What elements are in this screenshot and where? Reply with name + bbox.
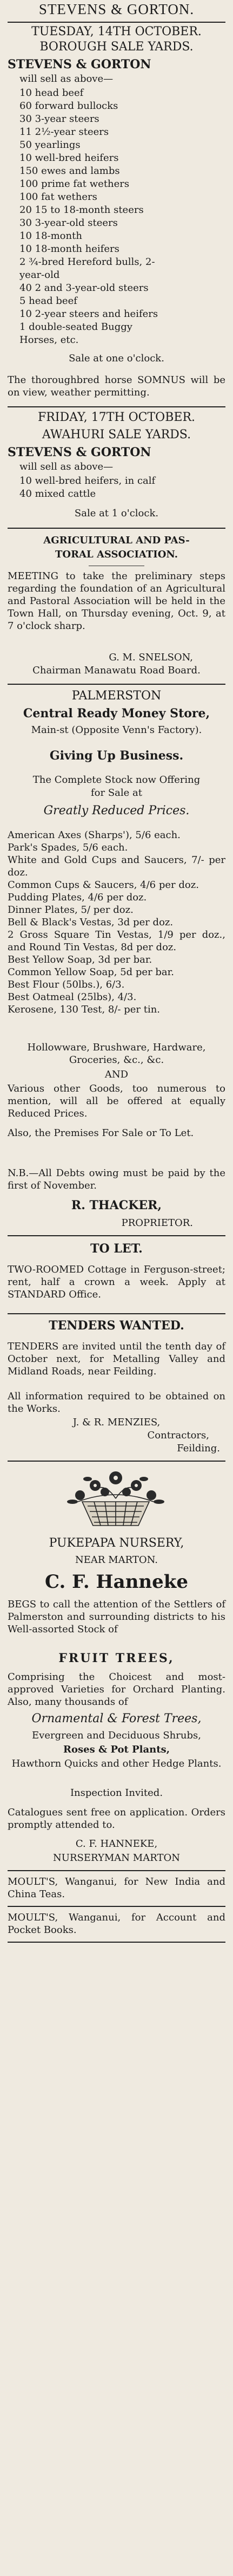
ad2-item: 10 well-bred heifers, in calf (19, 475, 156, 486)
ad4-price-item: White and Gold Cups and Saucers, 7/- per doz. (8, 854, 225, 878)
ad1-item: 10 well-bred heifers (19, 152, 119, 164)
ad1-item: 150 ewes and lambs (19, 165, 120, 177)
ad7-sig-name: C. F. HANNEKE, (75, 1838, 158, 1850)
ad7-sig-title: NURSERYMAN MARTON (53, 1852, 180, 1864)
ad4-price-item: Park's Spades, 5/6 each. (8, 842, 128, 853)
ad1-item: 10 head beef (19, 87, 84, 99)
ad7-body: BEGS to call the attention of the Settlers of Palmerston and surrounding districts to his Well-assorted Stock of (8, 1599, 225, 1635)
ad7-evergreen: Evergreen and Deciduous Shrubs, (32, 1730, 201, 1741)
divider (8, 1235, 225, 1236)
divider (8, 1906, 225, 1907)
ad4-complete-stock: The Complete Stock now Offering for Sale at (32, 774, 201, 799)
ad1-item: 60 forward bullocks (19, 100, 118, 112)
ad4-price-item: Best Flour (50lbs.), 6/3. (8, 979, 125, 990)
ad6-body: TENDERS are invited until the tenth day of October next, for Metalling Valley and Midland Roads, near Feilding. (8, 1341, 225, 1377)
ad4-giving-up: Giving Up Business. (49, 749, 184, 763)
ad1-title: STEVENS & GORTON. (38, 1, 195, 17)
ad7-name: C. F. Hanneke (45, 1571, 188, 1593)
ad9-text: MOULT'S, Wanganui, for Account and Pocket Books. (8, 1912, 225, 1936)
ad3-body: MEETING to take the preliminary steps regarding the foundation of an Agricultural and Pastoral Association will be held in the Town Hall, on Thursday evening, Oct. 9, at 7 o'clock sharp. (8, 570, 225, 632)
ad6-sig-contractors: Contractors, (147, 1430, 209, 1441)
ad4-price-item: Best Yellow Soap, 3d per bar. (8, 954, 152, 965)
ad4-address: Main-st (Opposite Venn's Factory). (31, 724, 202, 736)
ad8-text: MOULT'S, Wanganui, for New India and China Teas. (8, 1876, 225, 1900)
ad1-item: Horses, etc. (19, 334, 79, 346)
ad1-item: year-old (19, 269, 60, 281)
divider (8, 1870, 225, 1871)
divider (8, 528, 225, 529)
ad1-item: 50 yearlings (19, 139, 81, 151)
ad7-roses: Roses & Pot Plants, (63, 1744, 170, 1755)
ad4-title: PALMERSTON (71, 689, 162, 703)
ad7-ornamental: Ornamental & Forest Trees, (31, 1712, 202, 1725)
ad2-firm: STEVENS & GORTON (8, 445, 151, 459)
ad1-item: 10 18-month heifers (19, 243, 119, 255)
ad1-item: 1 double-seated Buggy (19, 321, 132, 333)
ad4-price-item: Bell & Black's Vestas, 3d per doz. (8, 917, 174, 928)
ad7-body2: Comprising the Choicest and most-approved Varieties for Orchard Planting. Also, many thousands of (8, 1671, 225, 1708)
ad3-signature: G. M. SNELSON, (109, 652, 193, 663)
ad1-item: 100 prime fat wethers (19, 178, 130, 190)
ad1-item: 30 3-year steers (19, 113, 99, 125)
ad7-sub: NEAR MARTON. (75, 1554, 158, 1566)
ad1-item: 30 3-year-old steers (19, 217, 118, 229)
flower-basket-illustration (62, 1466, 170, 1531)
ad5-body: TWO-ROOMED Cottage in Ferguson-street; rent, half a crown a week. Apply at STANDARD Office. (8, 1264, 225, 1300)
ad4-hollowware: Hollowware, Brushware, Hardware, Groceries, &c., &c. (27, 1042, 206, 1066)
ad6-signature: J. & R. MENZIES, (72, 1417, 161, 1428)
ad7-catalogues: Catalogues sent free on application. Orders promptly attended to. (8, 1807, 225, 1831)
ad2-sale-time: Sale at 1 o'clock. (74, 508, 159, 519)
ad4-various: Various other Goods, too numerous to mention, will all be offered at equally Reduced Prices. (8, 1083, 225, 1119)
ad4-also: Also, the Premises For Sale or To Let. (8, 1127, 194, 1139)
ad1-item: 10 18-month (19, 230, 82, 242)
ad2-intro: will sell as above— (19, 461, 114, 472)
ad1-sale-time: Sale at one o'clock. (69, 353, 164, 364)
divider (8, 684, 225, 685)
ad5-title: TO LET. (90, 1242, 143, 1256)
ad4-price-item: Common Cups & Saucers, 4/6 per doz. (8, 879, 199, 891)
divider (8, 22, 225, 23)
ad1-item: 2 ¾-bred Hereford bulls, 2- (19, 256, 155, 268)
ad4-subtitle: Central Ready Money Store, (23, 706, 210, 721)
divider (8, 1461, 225, 1462)
ad2-date: FRIDAY, 17TH OCTOBER. (37, 411, 196, 424)
ad1-intro: will sell as above— (19, 73, 114, 85)
ad3-title-line1: AGRICULTURAL AND PAS- (43, 535, 190, 546)
ad1-item: 10 2-year steers and heifers (19, 308, 158, 320)
ad7-hawthorn: Hawthorn Quicks and other Hedge Plants. (11, 1758, 222, 1769)
ad7-fruit: FRUIT TREES, (58, 1651, 175, 1665)
ad3-title-line2: TORAL ASSOCIATION. (55, 549, 178, 560)
ad1-place: BOROUGH SALE YARDS. (39, 40, 194, 54)
ad4-price-item: American Axes (Sharps'), 5/6 each. (8, 829, 181, 841)
ad2-place: AWAHURI SALE YARDS. (42, 428, 191, 442)
ad6-title: TENDERS WANTED. (49, 1319, 184, 1333)
ad2-item: 40 mixed cattle (19, 488, 96, 499)
ad6-body2: All information required to be obtained on the Works. (8, 1391, 225, 1414)
divider (8, 406, 225, 407)
ad4-price-item: Best Oatmeal (25lbs), 4/3. (8, 991, 137, 1003)
ad4-price-item: Pudding Plates, 4/6 per doz. (8, 892, 147, 903)
ad1-firm: STEVENS & GORTON (8, 57, 151, 72)
ad4-nb: N.B.—All Debts owing must be paid by the first of November. (8, 1167, 225, 1191)
ad1-item: 20 15 to 18-month steers (19, 204, 144, 216)
divider (8, 1942, 225, 1943)
ad4-price-item: Dinner Plates, 5/ per doz. (8, 904, 134, 916)
divider (8, 1313, 225, 1314)
ad4-and: AND (104, 1069, 129, 1080)
ad1-horse-note: The thoroughbred horse SOMNUS will be on view, weather permitting. (8, 374, 225, 398)
ad1-item: 100 fat wethers (19, 191, 97, 203)
ad4-proprietor: PROPRIETOR. (121, 1217, 193, 1229)
ad1-item: 11 2½-year steers (19, 126, 109, 138)
ad7-inspection: Inspection Invited. (70, 1787, 163, 1799)
ad1-date: TUESDAY, 14TH OCTOBER. (31, 25, 202, 38)
ad4-price-item: Kerosene, 130 Test, 8/- per tin. (8, 1004, 161, 1015)
ad3-signature-title: Chairman Manawatu Road Board. (32, 665, 201, 676)
ad4-price-item: Common Yellow Soap, 5d per bar. (8, 966, 175, 978)
ad1-item: 5 head beef (19, 295, 77, 307)
ad4-greatly-reduced: Greatly Reduced Prices. (43, 804, 190, 817)
ad7-title: PUKEPAPA NURSERY, (49, 1536, 184, 1550)
ad6-sig-place: Feilding. (177, 1443, 220, 1454)
ad4-price-item: 2 Gross Square Tin Vestas, 1/9 per doz., and Round Tin Vestas, 8d per doz. (8, 929, 225, 953)
ad4-proprietor-name: R. THACKER, (71, 1198, 162, 1212)
ad1-item: 40 2 and 3-year-old steers (19, 282, 149, 294)
